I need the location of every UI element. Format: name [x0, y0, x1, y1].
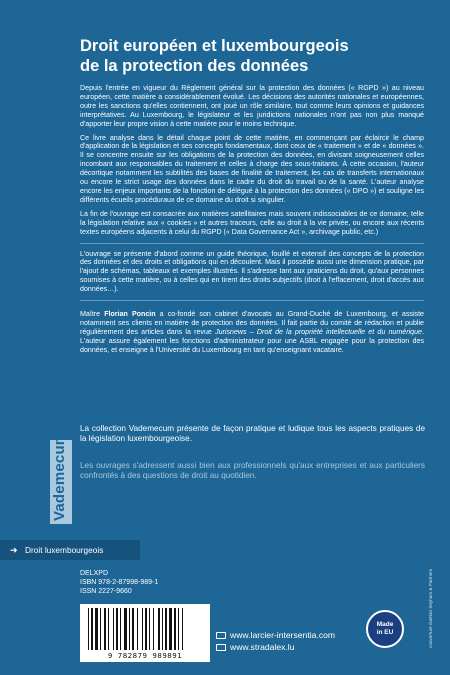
arrow-right-icon: ➜: [10, 545, 18, 555]
series-tag: [0, 540, 140, 560]
collection-audience: Les ouvrages s'adressent aussi bien aux professionnels qu'aux entreprises et aux particuliers confrontés à des questions de droit au quotidien.: [80, 461, 425, 481]
book-title-line-2: de la protection des données: [80, 57, 309, 75]
author-text-1: a co-fondé son cabinet d'avocats au Grand-Duché de Luxembourg, et assiste notamment ses clients en matière de protection des données. Il fait partie du comité de rédaction et publie régulièrement des articles dans la revue: [80, 310, 424, 336]
cover-credit: couverture Gaëtan Seyhars & Partners: [428, 568, 433, 648]
url-shop[interactable]: www.stradalex.lu: [230, 642, 295, 652]
paragraph-intro: Depuis l'entrée en vigueur du Règlement général sur la protection des données (« RGPD ») au niveau européen, cette matière a considérablement évolué. Les décisions des autorités nationales et européennes, outre les sanctions qu'elles contiennent, ont joué un rôle similaire, tout comme leurs opinions et guidances interprétatives. Au Luxembourg, le législateur et les juridictions nationales n'ont pas non plus manqué d'apporter leur propre vision à cette matière pour le moins technique.: [80, 84, 424, 128]
book-meta: [80, 569, 158, 597]
monitor-icon: [216, 632, 226, 639]
barcode-bars: [86, 608, 204, 650]
description: [80, 84, 424, 360]
author-bio: [80, 310, 424, 355]
url-row-shop: [216, 641, 335, 653]
barcode-number: 9 782879 989891: [107, 651, 183, 660]
author-prefix: Maître: [80, 310, 105, 319]
separator: [80, 300, 424, 301]
book-isbn: ISBN 978-2-87998-989-1: [80, 579, 159, 587]
paragraph-analysis: Ce livre analyse dans le détail chaque point de cette matière, en commençant par éclaircir le champ d'application de la législation et ses concepts fondamentaux, dont ceux de « traitement » et de « données ». Il se concentre ensuite sur les obligations de la protection des données, en divisant soigneusement celles incombant aux responsables du traitement et celles à charge des sous-traitants. À cette occasion, l'auteur décortique notamment les subtilités des bases de finalité de traitement, les cas de transferts internationaux ou encore le strict usage des données dans le cadre du droit du travail ou de la santé. L'auteur analyse encore les enjeux importants de la fonction de délégué à la protection des données (« DPO ») et souligne les différents écueils procéduraux de ce domaine du droit si singulier.: [80, 133, 424, 204]
paragraph-end: La fin de l'ouvrage est consacrée aux matières satellitaires mais souvent indissociables de ce domaine, telle la législation relative aux « cookies » et autres traceurs, celle au droit à la vie privée, ou encore aux récents textes européens adjacents à celui du RGPD (« Data Governance Act », archivage public, etc.): [80, 209, 424, 236]
separator: [80, 243, 424, 244]
collection-name: Vademecum: [51, 431, 68, 521]
made-in-eu-badge: [366, 610, 404, 648]
publisher-links: [216, 629, 335, 653]
author-name: Florian Poncin: [104, 310, 156, 319]
author-text-2: . L'auteur assure également les fonctions d'administrateur pour une ASBL engagée pour la protection des données, et enseigne à l'Université du Luxembourg en tant qu'enseignant vacataire.: [80, 327, 424, 354]
envelope-icon: [216, 644, 226, 651]
series-tag-label: Droit luxembourgeois: [25, 545, 104, 555]
book-issn: ISSN 2227-9660: [80, 588, 132, 596]
author-journal: Jurisnews – Droit de la propriété intellectuelle et du numérique: [215, 327, 422, 336]
url-row-web: [216, 629, 335, 641]
book-title: [80, 36, 420, 76]
book-title-line-1: Droit européen et luxembourgeois: [80, 37, 349, 55]
badge-line-1: Made: [376, 621, 394, 628]
badge-line-2: in EU: [376, 629, 394, 636]
book-code: DELXPD: [80, 570, 109, 577]
url-web[interactable]: www.larcier-intersentia.com: [230, 630, 336, 640]
barcode: [80, 604, 210, 662]
paragraph-guide: L'ouvrage se présente d'abord comme un guide théorique, fouillé et extensif des concepts de la protection des données et des droits et obligations qui en découlent. Mais il possède aussi une dimension pratique, par l'ajout de schémas, tableaux et exemples illustrés. Il s'adresse tant aux praticiens du droit, qu'aux personnes soumises à cette matière, ou à celles qui en tirent des droits subjectifs (droit à l'effacement, droit d'accès aux données…).: [80, 249, 424, 294]
collection-description: La collection Vademecum présente de façon pratique et ludique tous les aspects pratiques de la législation luxembourgeoise.: [80, 424, 425, 444]
